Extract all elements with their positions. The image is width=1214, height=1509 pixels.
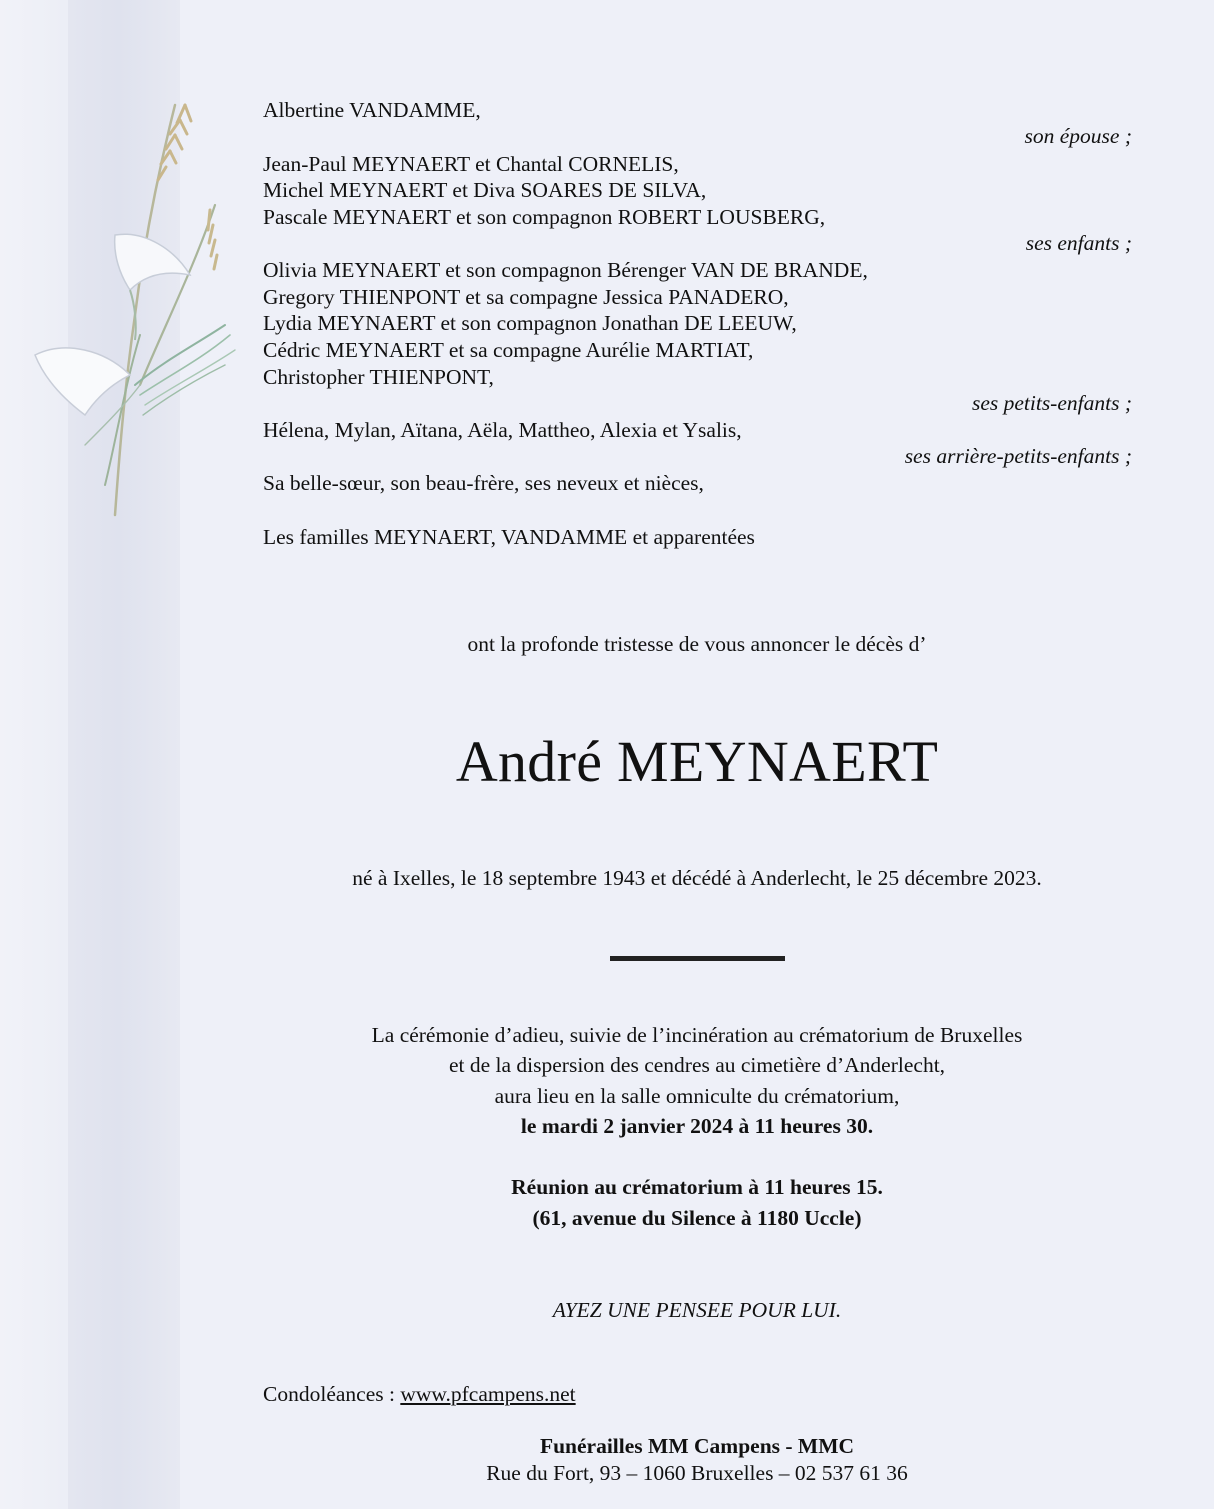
divider [610,956,785,961]
grandchild-line: Christopher THIENPONT, [263,365,494,389]
spouse-name: Albertine VANDAMME, [263,98,481,122]
child-line: Jean-Paul MEYNAERT et Chantal CORNELIS, [263,152,679,176]
funeral-home-name: Funérailles MM Campens - MMC [539,1434,855,1458]
grandchild-line: Gregory THIENPONT et sa compagne Jessica PANADERO, [263,285,789,309]
families-line: Les familles MEYNAERT, VANDAMME et apparentées [263,525,755,549]
grandchild-line: Lydia MEYNAERT et son compagnon Jonathan DE LEEUW, [263,311,797,335]
child-line: Pascale MEYNAERT et son compagnon ROBERT LOUSBERG, [263,205,826,229]
condolences [263,1382,576,1407]
relation-great-grandchildren: ses arrière-petits-enfants ; [904,444,1132,468]
grandchild-line: Cédric MEYNAERT et sa compagne Aurélie MARTIAT, [263,338,754,362]
announcement-intro: ont la profonde tristesse de vous annoncer le décès d’ [467,632,927,656]
grandchild-line: Olivia MEYNAERT et son compagnon Bérenger VAN DE BRANDE, [263,258,868,282]
funeral-home-address: Rue du Fort, 93 – 1060 Bruxelles – 02 537 61 36 [486,1461,908,1485]
great-grandchildren-line: Hélena, Mylan, Aïtana, Aëla, Mattheo, Alexia et Ysalis, [263,418,742,442]
motto: AYEZ UNE PENSEE POUR LUI. [552,1298,842,1322]
ceremony-date-time: le mardi 2 janvier 2024 à 11 heures 30. [520,1114,874,1138]
calla-lily-wheat-icon [25,85,255,525]
relation-children: ses enfants ; [1025,231,1132,255]
ceremony-line: et de la dispersion des cendres au cimetière d’Anderlecht, [448,1053,946,1077]
birth-death-line: né à Ixelles, le 18 septembre 1943 et décédé à Anderlecht, le 25 décembre 2023. [352,866,1042,890]
ceremony-line: La cérémonie d’adieu, suivie de l’incinération au crématorium de Bruxelles [371,1023,1023,1047]
condolences-label: Condoléances : [263,1382,401,1406]
meeting-time: Réunion au crématorium à 11 heures 15. [511,1175,883,1199]
child-line: Michel MEYNAERT et Diva SOARES DE SILVA, [263,178,707,202]
deceased-name: André MEYNAERT [455,729,939,794]
meeting-address: (61, avenue du Silence à 1180 Uccle) [532,1206,862,1230]
relation-spouse: son épouse ; [1024,124,1132,148]
extended-family-line: Sa belle-sœur, son beau-frère, ses neveux et nièces, [263,471,704,495]
ceremony-line: aura lieu en la salle omniculte du crématorium, [494,1084,900,1108]
relation-grandchildren: ses petits-enfants ; [971,391,1132,415]
condolences-link[interactable]: www.pfcampens.net [400,1382,576,1406]
